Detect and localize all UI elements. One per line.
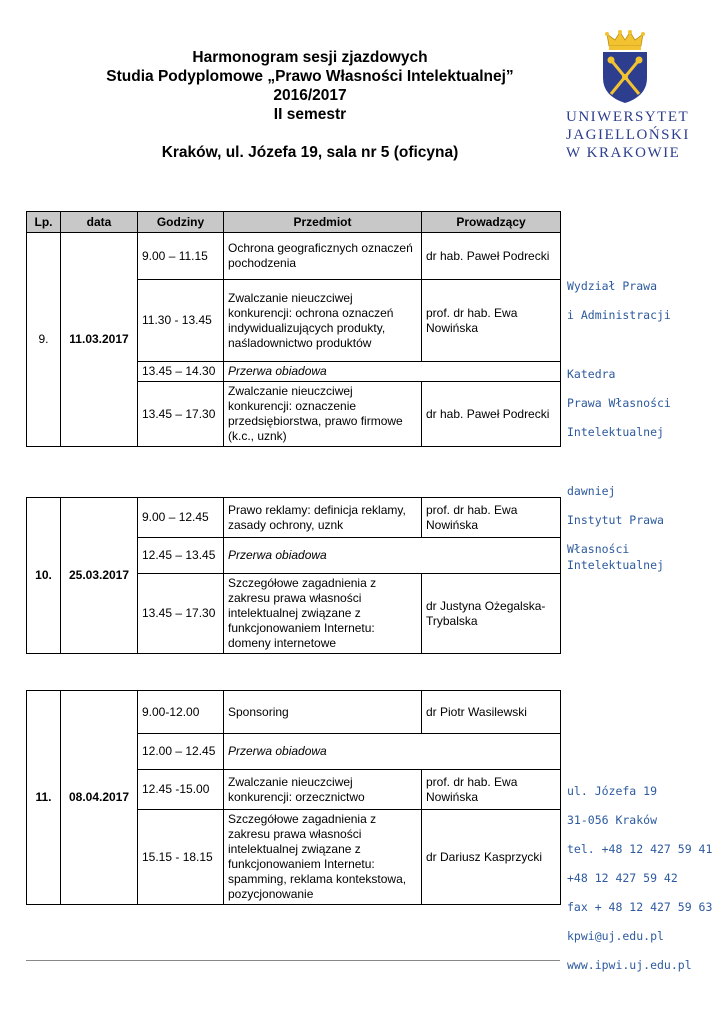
footer-divider: [26, 960, 560, 961]
university-crest-icon: [601, 30, 649, 104]
header-title: Harmonogram sesji zjazdowych: [192, 49, 428, 66]
col-subject: Przedmiot: [224, 212, 422, 233]
session-date: 11.03.2017: [61, 233, 138, 447]
row-lecturer: dr hab. Paweł Podrecki: [422, 233, 561, 280]
row-subject-break: Przerwa obiadowa: [224, 362, 561, 382]
dept-line3: Intelektualnej: [567, 425, 664, 439]
row-hours: 12.45 -15.00: [138, 770, 224, 810]
row-subject: Ochrona geograficznych oznaczeń pochodzenia: [224, 233, 422, 280]
row-lecturer: prof. dr hab. Ewa Nowińska: [422, 770, 561, 810]
col-lp: Lp.: [27, 212, 61, 233]
row-subject-break: Przerwa obiadowa: [224, 734, 561, 770]
col-lecturer: Prowadzący: [422, 212, 561, 233]
row-hours: 9.00 – 12.45: [138, 498, 224, 538]
phone-2: +48 12 427 59 42: [567, 871, 678, 885]
row-hours: 13.45 – 14.30: [138, 362, 224, 382]
session-number: 10.: [27, 498, 61, 654]
schedule-table-session-11: [26, 690, 561, 905]
row-subject: Prawo reklamy: definicja reklamy, zasady ochrony, uznk: [224, 498, 422, 538]
row-subject: Zwalczanie nieuczciwej konkurencji: orzecznictwo: [224, 770, 422, 810]
former-line3: Własności Intelektualnej: [567, 542, 664, 572]
phone-1: tel. +48 12 427 59 41: [567, 842, 713, 856]
row-subject: Sponsoring: [224, 691, 422, 734]
faculty-line1: Wydział Prawa: [567, 279, 658, 293]
schedule-table-session-10: [26, 497, 561, 654]
row-subject: Zwalczanie nieuczciwej konkurencji: oznaczenie przedsiębiorstwa, prawo firmowe (k.c., uznk): [224, 382, 422, 447]
former-line2: Instytut Prawa: [567, 513, 664, 527]
header-year: 2016/2017: [273, 87, 347, 104]
schedule-table-session-9: [26, 211, 561, 447]
row-hours: 9.00-12.00: [138, 691, 224, 734]
session-date: 25.03.2017: [61, 498, 138, 654]
dept-line1: Katedra: [567, 367, 616, 381]
session-number: 9.: [27, 233, 61, 447]
logo-line3: W KRAKOWIE: [566, 145, 681, 161]
table-row: [27, 691, 561, 734]
email-link[interactable]: kpwi@uj.edu.pl: [567, 929, 664, 943]
row-hours: 12.45 – 13.45: [138, 538, 224, 574]
fax: fax + 48 12 427 59 63: [567, 900, 713, 914]
row-subject: Zwalczanie nieuczciwej konkurencji: ochrona oznaczeń indywidualizujących produkty, naśladownictwo produktów: [224, 280, 422, 362]
former-line1: dawniej: [567, 484, 616, 498]
header-location: Kraków, ul. Józefa 19, sala nr 5 (oficyna): [161, 144, 459, 161]
university-name: [560, 108, 690, 162]
table-row: [27, 233, 561, 280]
row-lecturer: dr Dariusz Kasprzycki: [422, 810, 561, 905]
row-hours: 12.00 – 12.45: [138, 734, 224, 770]
university-logo: [560, 30, 690, 162]
session-date: 08.04.2017: [61, 691, 138, 905]
table-row: [27, 498, 561, 538]
logo-line1: UNIWERSYTET: [566, 109, 690, 125]
logo-line2: JAGIELLOŃSKI: [566, 127, 690, 143]
row-hours: 15.15 - 18.15: [138, 810, 224, 905]
sidebar-former-name: [567, 483, 725, 570]
address-street: ul. Józefa 19: [567, 784, 658, 798]
sidebar-contact: [567, 783, 712, 986]
col-date: data: [61, 212, 138, 233]
row-subject: Szczegółowe zagadnienia z zakresu prawa własności intelektualnej związane z funkcjonowaniem Internetu: domeny internetowe: [224, 574, 422, 654]
faculty-line2: i Administracji: [567, 308, 671, 322]
sidebar-department: [567, 366, 671, 453]
row-hours: 11.30 - 13.45: [138, 280, 224, 362]
col-hours: Godziny: [138, 212, 224, 233]
header-program: Studia Podyplomowe „Prawo Własności Intelektualnej”: [106, 68, 514, 85]
row-subject-break: Przerwa obiadowa: [224, 538, 561, 574]
row-subject: Szczegółowe zagadnienia z zakresu prawa własności intelektualnej związane z funkcjonowaniem Internetu: spamming, reklama kontekstowa, pozycjonowanie: [224, 810, 422, 905]
row-lecturer: dr Justyna Ożegalska-Trybalska: [422, 574, 561, 654]
row-hours: 13.45 – 17.30: [138, 574, 224, 654]
address-city: 31-056 Kraków: [567, 813, 658, 827]
header-semester: II semestr: [273, 106, 347, 123]
row-lecturer: dr hab. Paweł Podrecki: [422, 382, 561, 447]
document-header: [40, 48, 580, 162]
website-link[interactable]: www.ipwi.uj.edu.pl: [567, 958, 692, 972]
row-lecturer: dr Piotr Wasilewski: [422, 691, 561, 734]
row-hours: 9.00 – 11.15: [138, 233, 224, 280]
session-number: 11.: [27, 691, 61, 905]
row-hours: 13.45 – 17.30: [138, 382, 224, 447]
row-lecturer: prof. dr hab. Ewa Nowińska: [422, 280, 561, 362]
sidebar-faculty: [567, 278, 671, 336]
row-lecturer: prof. dr hab. Ewa Nowińska: [422, 498, 561, 538]
dept-line2: Prawa Własności: [567, 396, 671, 410]
table-header-row: [27, 212, 561, 233]
